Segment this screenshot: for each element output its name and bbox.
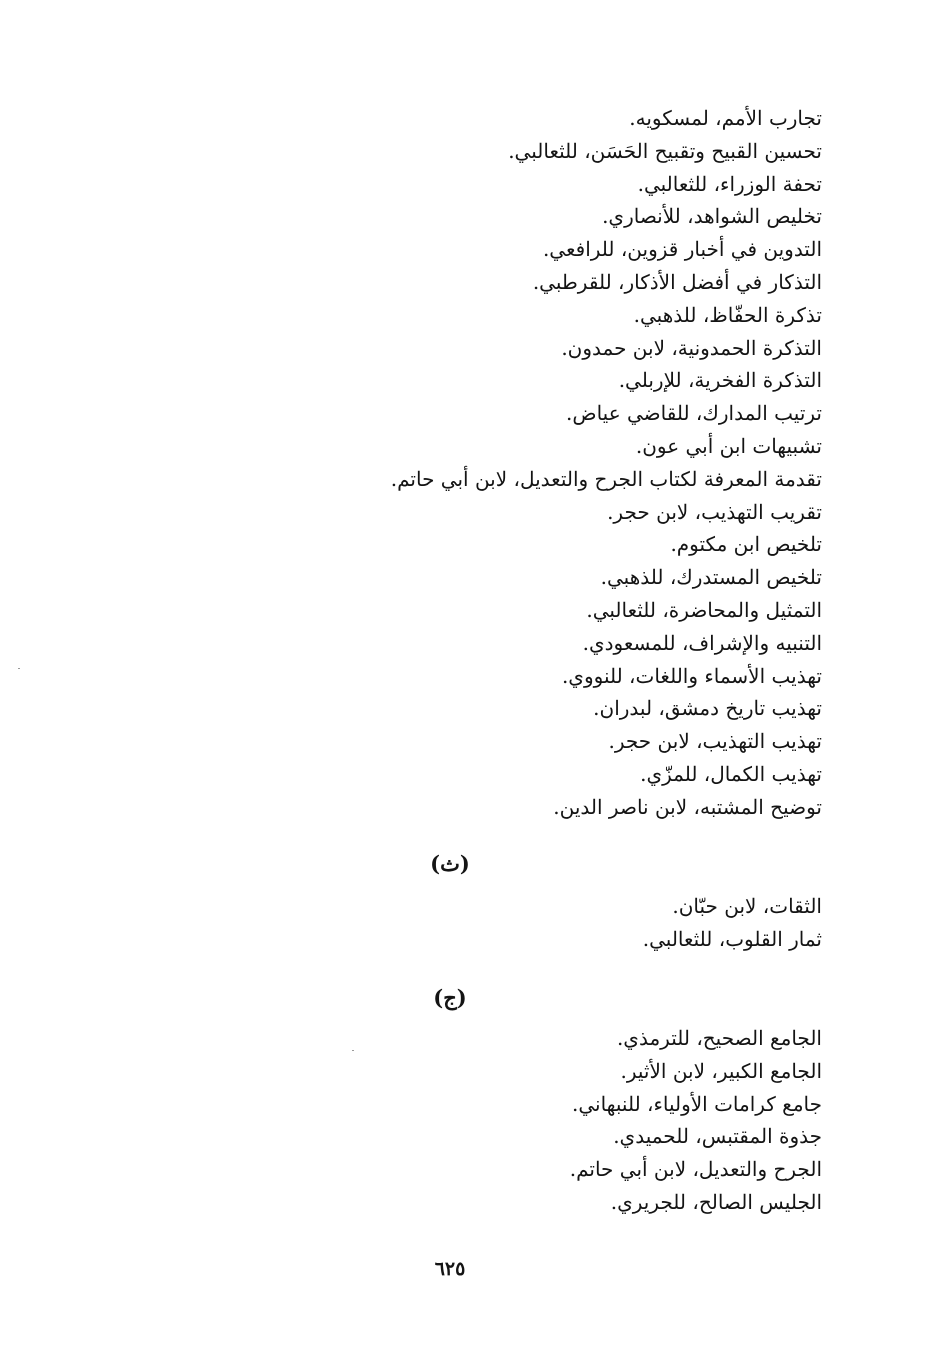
section-heading-tha: (ث) <box>430 851 470 876</box>
list-item: تهذيب التهذيب، لابن حجر. <box>608 729 822 754</box>
list-item: تلخيص ابن مكتوم. <box>670 532 822 557</box>
list-item: الجليس الصالح، للجريري. <box>610 1189 822 1214</box>
list-item: ترتيب المدارك، للقاضي عياض. <box>566 401 822 426</box>
list-item: تهذيب الأسماء واللغات، للنووي. <box>561 663 822 688</box>
section-heading-jim: (ج) <box>433 985 467 1010</box>
section-ta-list <box>122 102 822 824</box>
list-item: توضيح المشتبه، لابن ناصر الدين. <box>553 794 822 819</box>
list-item: الجرح والتعديل، لابن أبي حاتم. <box>569 1157 822 1182</box>
list-item: التذكار في أفضل الأذكار، للقرطبي. <box>532 269 822 294</box>
list-item: الجامع الكبير، لابن الأثير. <box>620 1058 822 1083</box>
list-item: تخليص الشواهد، للأنصاري. <box>602 204 822 229</box>
section-tha-list <box>122 890 822 956</box>
list-item: تحفة الوزراء، للثعالبي. <box>637 171 822 196</box>
list-item: تهذيب تاريخ دمشق، لبدران. <box>593 696 822 721</box>
list-item: تجارب الأمم، لمسكويه. <box>629 106 822 130</box>
section-jim-list <box>122 1022 822 1219</box>
list-item: ثمار القلوب، للثعالبي. <box>642 926 822 951</box>
list-item: تقريب التهذيب، لابن حجر. <box>607 499 822 524</box>
list-item: التنبيه والإشراف، للمسعودي. <box>582 630 822 655</box>
list-item: تحسين القبيح وتقبيح الحَسَن، للثعالبي. <box>508 138 822 163</box>
scan-speck <box>352 1050 354 1051</box>
list-item: تلخيص المستدرك، للذهبي. <box>600 565 822 590</box>
list-item: جامع كرامات الأولياء، للنبهاني. <box>571 1091 822 1116</box>
list-item: تذكرة الحفّاظ، للذهبي. <box>633 302 822 327</box>
list-item: التذكرة الفخرية، للإربلي. <box>618 368 822 393</box>
list-item: تهذيب الكمال، للمزّي. <box>640 761 822 786</box>
page-number: ٦٢٥ <box>434 1258 466 1280</box>
list-item: الثقات، لابن حبّان. <box>672 894 822 918</box>
list-item: التذكرة الحمدونية، لابن حمدون. <box>561 335 822 360</box>
scan-speck <box>18 668 20 669</box>
list-item: التمثيل والمحاضرة، للثعالبي. <box>586 597 822 622</box>
list-item: الجامع الصحيح، للترمذي. <box>616 1026 822 1050</box>
list-item: تشبيهات ابن أبي عون. <box>635 433 822 458</box>
list-item: تقدمة المعرفة لكتاب الجرح والتعديل، لابن أبي حاتم. <box>390 466 822 491</box>
list-item: جذوة المقتبس، للحميدي. <box>613 1124 822 1149</box>
list-item: التدوين في أخبار قزوين، للرافعي. <box>542 237 822 262</box>
